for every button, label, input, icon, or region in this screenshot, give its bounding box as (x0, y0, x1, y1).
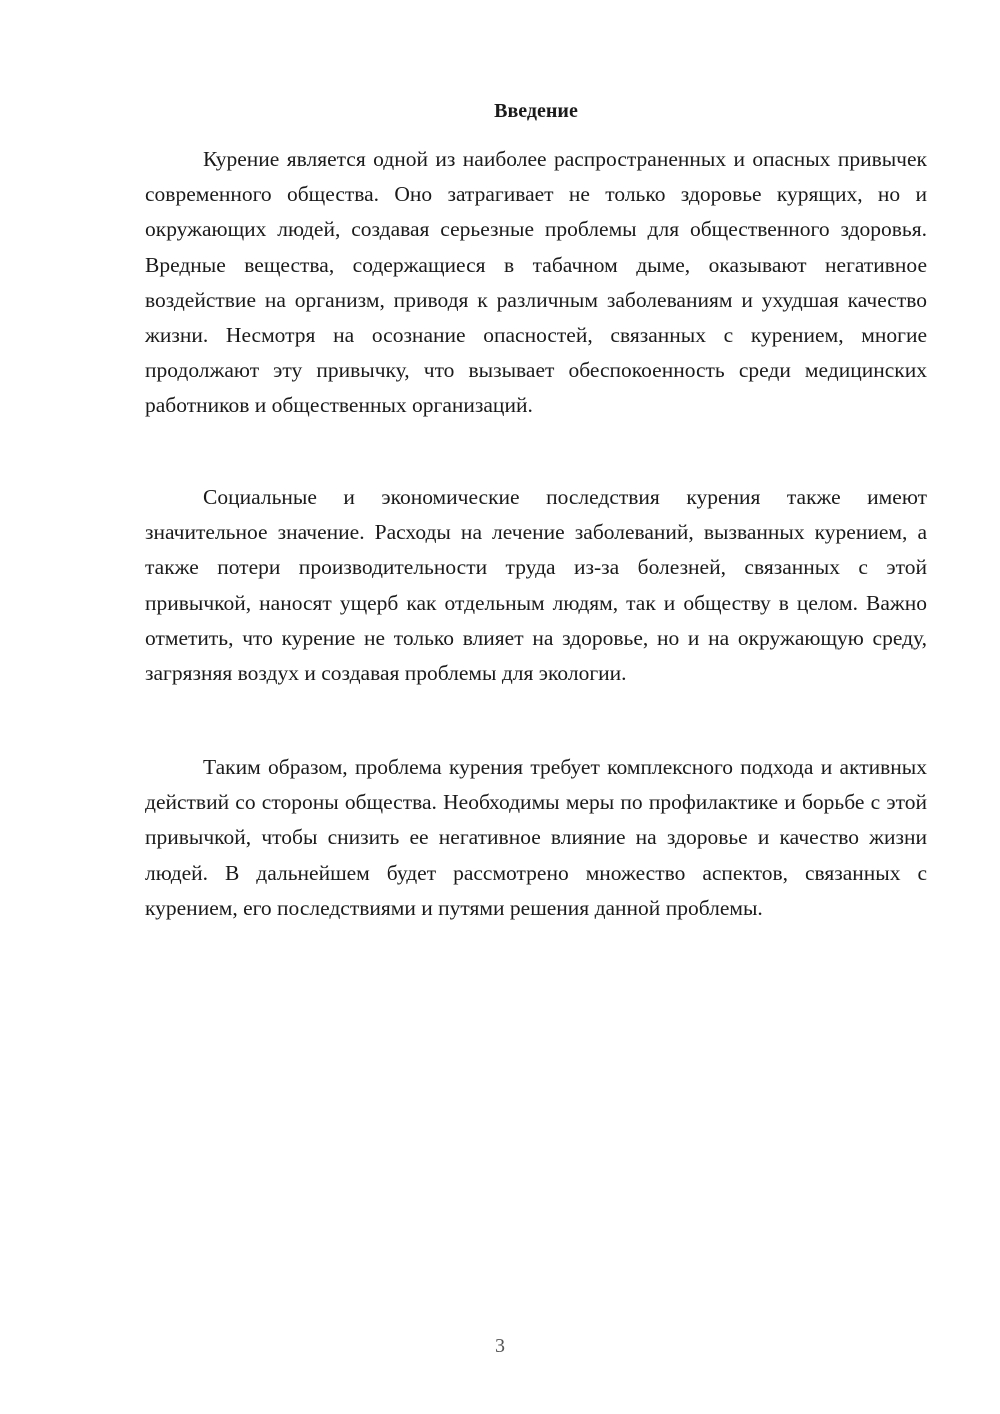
paragraph-3: Таким образом, проблема курения требует комплексного подхода и активных действий со стороны общества. Необходимы меры по профилактике и борьбе с этой привычкой, чтобы снизить ее негативное влияние на здоровье и качество жизни людей. В дальнейшем будет рассмотрено множество аспектов, связанных с курением, его последствиями и путями решения данной проблемы. (145, 755, 927, 920)
paragraph-2: Социальные и экономические последствия курения также имеют значительное значение. Расходы на лечение заболеваний, вызванных курением, а также потери производительности труда из-за болезней, связанных с этой привычкой, наносят ущерб как отдельным людям, так и обществу в целом. Важно отметить, что курение не только влияет на здоровье, но и на окружающую среду, загрязняя воздух и создавая проблемы для экологии. (145, 485, 927, 686)
page-number: 3 (495, 1335, 505, 1357)
section-heading: Введение (494, 100, 578, 122)
paragraph-1: Курение является одной из наиболее распространенных и опасных привычек современного общества. Оно затрагивает не только здоровье курящих, но и окружающих людей, создавая серьезные проблемы для общественного здоровья. Вредные вещества, содержащиеся в табачном дыме, оказывают негативное воздействие на организм, приводя к различным заболеваниям и ухудшая качество жизни. Несмотря на осознание опасностей, связанных с курением, многие продолжают эту привычку, что вызывает обеспокоенность среди медицинских работников и общественных организаций. (145, 147, 927, 418)
